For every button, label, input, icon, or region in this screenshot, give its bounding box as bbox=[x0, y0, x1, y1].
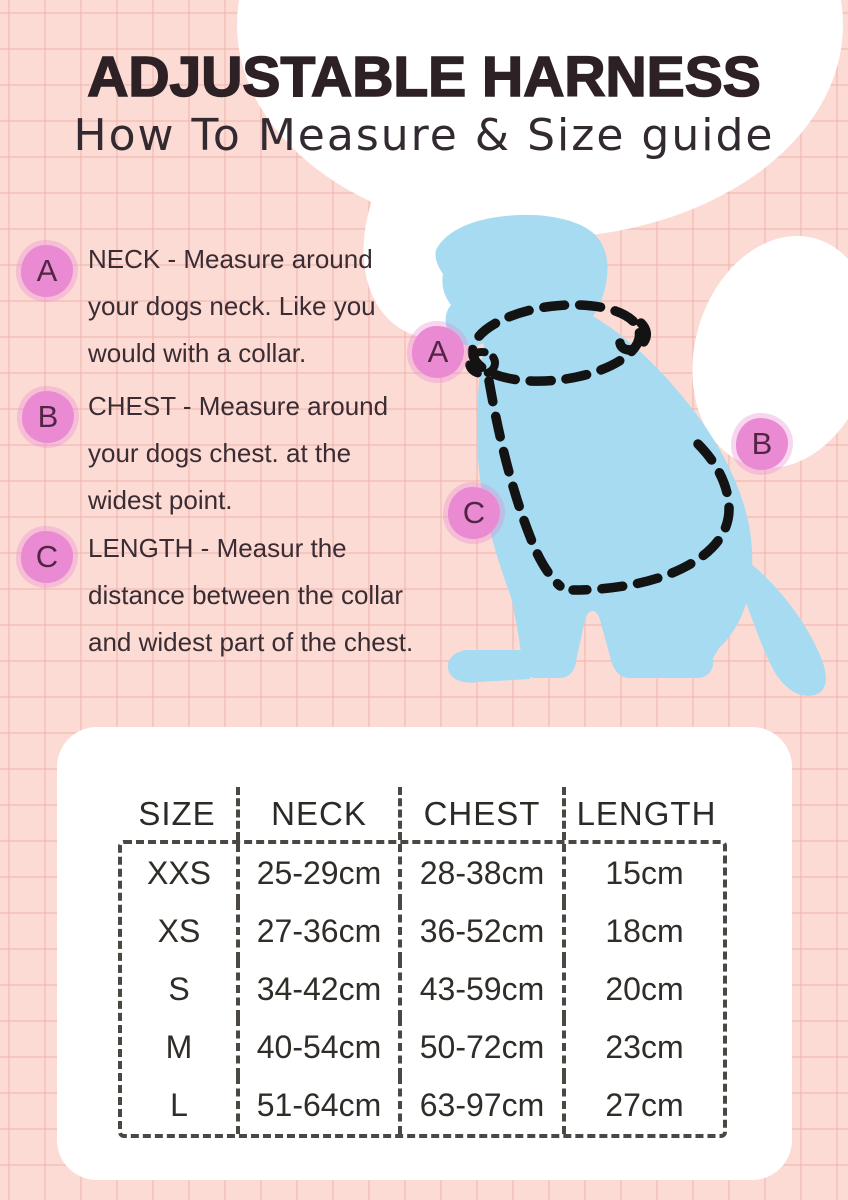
instruction-text-line: widest point. bbox=[88, 485, 233, 515]
instruction-text-line: and widest part of the chest. bbox=[88, 627, 414, 657]
instruction-text-line: your dogs chest. at the bbox=[88, 438, 352, 468]
diagram-marker-c: C bbox=[448, 487, 500, 539]
diagram-marker-b: B bbox=[736, 418, 788, 470]
instruction-text-line: LENGTH - Measur the bbox=[88, 533, 347, 563]
cell-length: 23cm bbox=[562, 1018, 723, 1076]
cell-length: 27cm bbox=[562, 1076, 723, 1134]
cell-chest: 63-97cm bbox=[398, 1076, 562, 1134]
instruction-text-line: distance between the collar bbox=[88, 580, 404, 610]
column-header-length: LENGTH bbox=[562, 787, 727, 840]
cell-size: XS bbox=[157, 912, 201, 949]
table-row bbox=[122, 1076, 723, 1134]
table-row bbox=[122, 960, 723, 1018]
size-table-header bbox=[118, 787, 727, 840]
instruction-marker-b: B bbox=[22, 391, 74, 443]
cell-neck: 27-36cm bbox=[236, 902, 398, 960]
cell-length: 20cm bbox=[562, 960, 723, 1018]
instruction-neck bbox=[88, 236, 458, 377]
poster-subtitle: How To Measure & Size guide bbox=[73, 110, 775, 161]
column-header-neck: NECK bbox=[236, 787, 398, 840]
diagram-marker-a: A bbox=[412, 326, 464, 378]
instruction-marker-c: C bbox=[21, 531, 73, 583]
dog-front-paw bbox=[448, 650, 530, 683]
column-header-chest: CHEST bbox=[398, 787, 562, 840]
cell-size: M bbox=[165, 1028, 193, 1065]
table-row bbox=[122, 902, 723, 960]
cell-neck: 51-64cm bbox=[236, 1076, 398, 1134]
instruction-chest bbox=[88, 383, 458, 524]
instruction-marker-a: A bbox=[21, 245, 73, 297]
cell-size: L bbox=[170, 1086, 188, 1123]
table-row bbox=[122, 844, 723, 902]
instruction-text-line: your dogs neck. Like you bbox=[88, 291, 376, 321]
cell-length: 15cm bbox=[562, 844, 723, 902]
instruction-text-line: CHEST - Measure around bbox=[88, 391, 389, 421]
cell-neck: 34-42cm bbox=[236, 960, 398, 1018]
cell-chest: 28-38cm bbox=[398, 844, 562, 902]
size-table-body bbox=[118, 840, 727, 1138]
cell-size: S bbox=[168, 970, 190, 1007]
poster-title: ADJUSTABLE HARNESS bbox=[87, 45, 761, 109]
cell-length: 18cm bbox=[562, 902, 723, 960]
cell-neck: 40-54cm bbox=[236, 1018, 398, 1076]
instruction-text-line: would with a collar. bbox=[88, 338, 307, 368]
cell-chest: 36-52cm bbox=[398, 902, 562, 960]
size-chart-card bbox=[57, 727, 792, 1180]
cell-chest: 50-72cm bbox=[398, 1018, 562, 1076]
table-row bbox=[122, 1018, 723, 1076]
instruction-length bbox=[88, 525, 458, 666]
column-header-size: SIZE bbox=[138, 794, 216, 832]
harness-right-hook bbox=[620, 323, 646, 350]
cell-chest: 43-59cm bbox=[398, 960, 562, 1018]
cell-neck: 25-29cm bbox=[236, 844, 398, 902]
cell-size: XXS bbox=[146, 854, 212, 891]
dog-tail bbox=[735, 555, 826, 696]
instruction-text-line: NECK - Measure around bbox=[88, 244, 373, 274]
